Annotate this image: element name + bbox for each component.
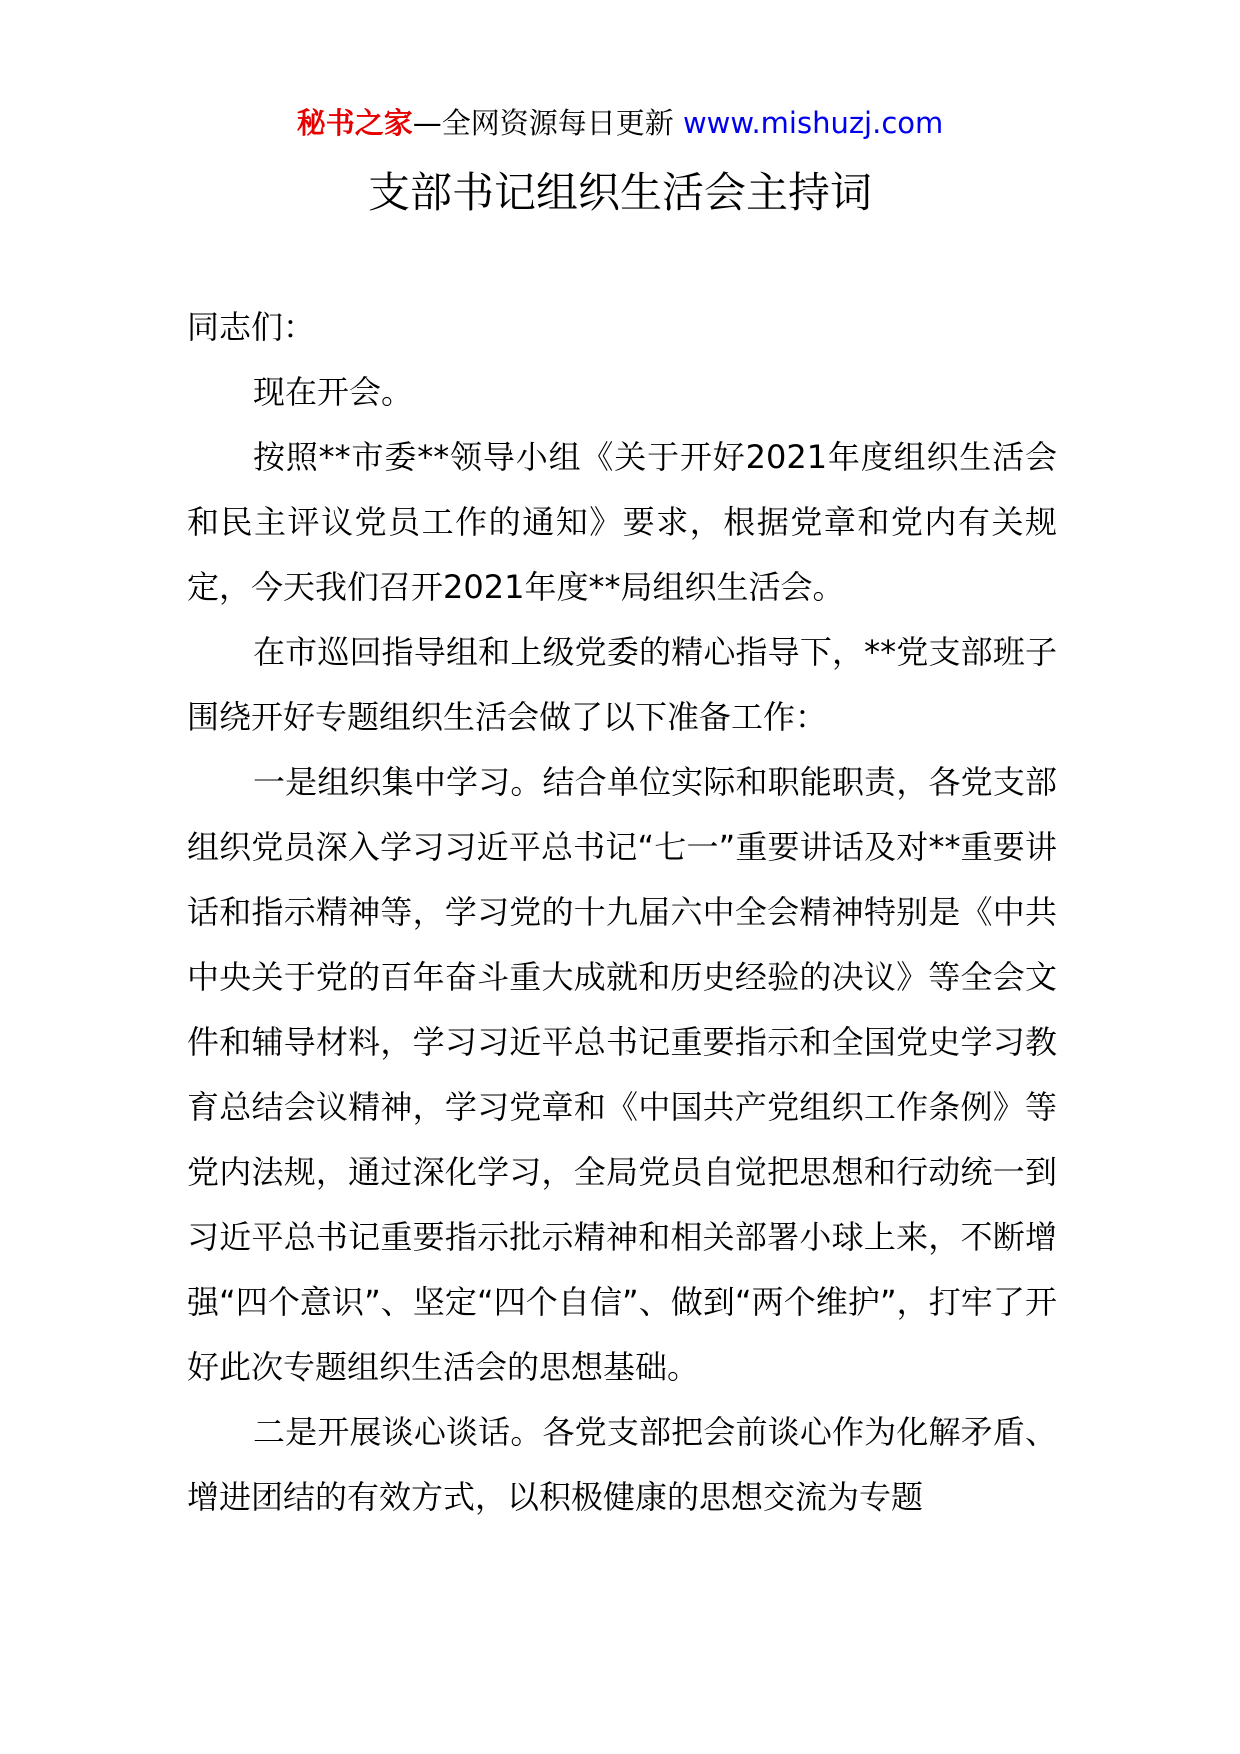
site-brand: 秘书之家 — [296, 106, 413, 140]
paragraph-basis: 按照**市委**领导小组《关于开好2021年度组织生活会和民主评议党员工作的通知》要求，根据党章和党内有关规定，今天我们召开2021年度**局组织生活会。 — [187, 438, 1057, 606]
document-title: 支部书记组织生活会主持词 — [367, 168, 872, 217]
paragraph-study: 一是组织集中学习。结合单位实际和职能职责，各党支部组织党员深入学习习近平总书记“七一”重要讲话及对**重要讲话和指示精神等，学习党的十九届六中全会精神特别是《中共中央关于党的百年奋斗重大成就和历史经验的决议》等全会文件和辅导材料，学习习近平总书记重要指示和全国党史学习教育总结会议精神，学习党章和《中国共产党组织工作条例》等党内法规，通过深化学习，全局党员自觉把思想和行动统一到习近平总书记重要指示批示精神和相关部署小球上来，不断增强“四个意识”、坚定“四个自信”、做到“两个维护”，打牢了开好此次专题组织生活会的思想基础。 — [187, 763, 1057, 1386]
site-url-link[interactable]: www.mishuzj.com — [682, 106, 944, 140]
paragraph-preparation: 在市巡回指导组和上级党委的精心指导下，**党支部班子围绕开好专题组织生活会做了以下准备工作： — [187, 633, 1057, 736]
paragraph-talks: 二是开展谈心谈话。各党支部把会前谈心作为化解矛盾、增进团结的有效方式，以积极健康的思想交流为专题 — [187, 1413, 1057, 1516]
site-slogan: —全网资源每日更新 — [412, 106, 674, 140]
paragraph-opening: 现在开会。 — [253, 373, 414, 411]
salutation: 同志们： — [187, 308, 316, 346]
document-body — [187, 295, 1057, 1530]
site-header — [0, 103, 1240, 143]
